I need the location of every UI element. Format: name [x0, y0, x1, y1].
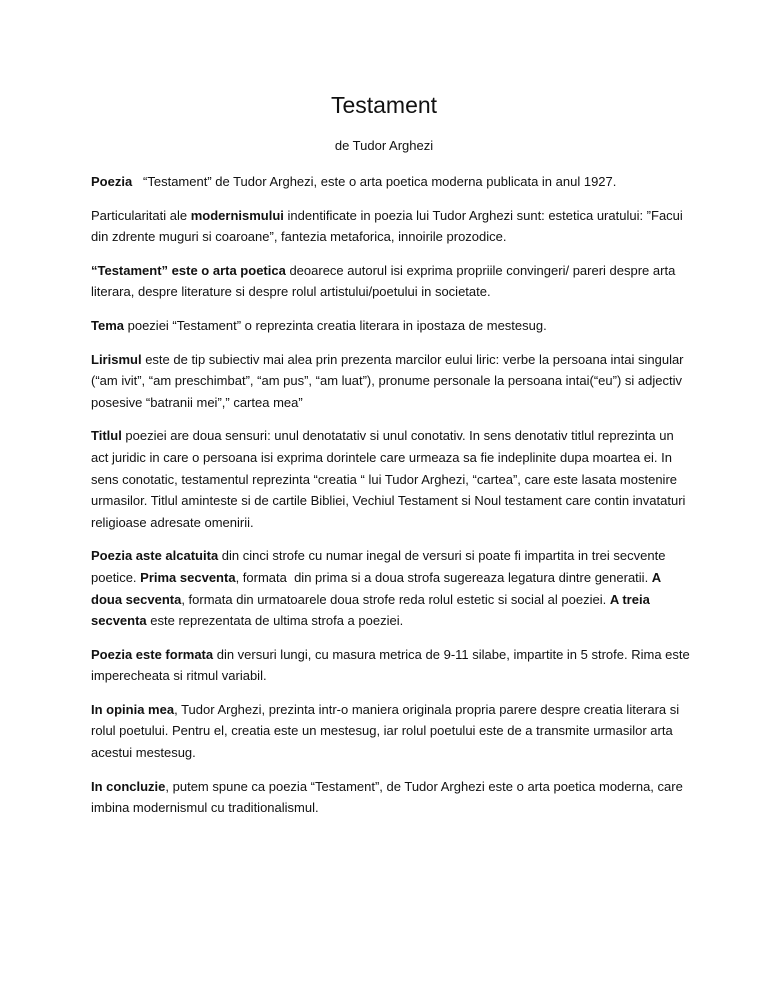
paragraph	[91, 315, 691, 337]
paragraph	[91, 205, 691, 248]
bold-text: In concluzie	[91, 778, 166, 794]
text-run: este reprezentata de ultima strofa a poeziei.	[146, 613, 404, 629]
text-run: poeziei “Testament” o reprezinta creatia literara in ipostaza de mestesug.	[124, 317, 547, 333]
document-title: Testament	[330, 92, 438, 118]
bold-text: Prima secventa	[140, 569, 236, 585]
bold-text: Lirismul	[91, 351, 142, 367]
text-run: Particularitati ale	[91, 207, 191, 223]
bold-text: modernismului	[190, 207, 284, 223]
bold-text: “Testament” este o arta poetica	[91, 262, 286, 278]
text-run: “Testament” de Tudor Arghezi, este o arta poetica moderna publicata in anul 1927.	[132, 174, 617, 189]
paragraph	[91, 545, 691, 631]
bold-text: Tema	[91, 317, 124, 333]
text-run: , formata din urmatoarele doua strofe reda rolul estetic si social al poeziei.	[181, 591, 610, 607]
text-run: poeziei are doua sensuri: unul denotatativ si unul conotativ. In sens denotativ titlul reprezinta un act juridic in care o persoana isi exprima dorintele care urmeaza sa fie indeplinite dupa moartea ei. In sens conotatic, testamentul reprezinta “creatia “ lui Tudor Arghezi, “cartea”, care este lasata mostenire urmasilor. Titlul aminteste si de cartile Bibliei, Vechiul Testament si Noul testament care contin invataturi religioase adresate omenirii.	[91, 428, 690, 530]
bold-text: In opinia mea	[91, 701, 175, 717]
bold-text: A doua secventa	[91, 569, 665, 607]
paragraph	[91, 171, 691, 193]
text-run: , formata din prima si a doua strofa sugereaza legatura dintre generatii.	[235, 569, 652, 585]
bold-text: Poezia este formata	[91, 646, 214, 662]
text-run: , Tudor Arghezi, prezinta intr-o maniera originala propria parere despre creatia literara si rolul poetului. Pentru el, creatia este un mestesug, iar rolul poetului este de a transmite urmasilor arta acestui mestesug.	[91, 701, 683, 761]
bold-text: A treia secventa	[91, 591, 654, 629]
bold-text: Poezia aste alcatuita	[91, 548, 219, 564]
paragraph	[91, 425, 691, 533]
text-run: din cinci strofe cu numar inegal de versuri si poate fi impartita in trei secvente poetice.	[91, 548, 670, 585]
text-run: , putem spune ca poezia “Testament”, de Tudor Arghezi este o arta poetica moderna, care imbina modernismul cu traditionalismul.	[91, 778, 687, 816]
text-run: deoarece autorul isi exprima propriile convingeri/ pareri despre arta literara, despre literature si despre rolul artistului/poetului in societate.	[91, 262, 679, 300]
bold-text: Poezia	[91, 174, 133, 189]
paragraph	[91, 260, 691, 303]
paragraph	[91, 644, 694, 687]
text-run: din versuri lungi, cu masura metrica de 9-11 silabe, impartite in 5 strofe. Rima este imperecheata si ritmul variabil.	[91, 646, 694, 684]
bold-text: Titlul	[91, 428, 122, 444]
document-subtitle: de Tudor Arghezi	[334, 138, 434, 153]
text-run: este de tip subiectiv mai alea prin prezenta marcilor eului liric: verbe la persoana intai singular (“am ivit”, “am preschimbat”, “am pus”, “am luat”), pronume personale la persoana intai(“eu”) si adjectiv posesive “batranii mei”,” cartea mea”	[91, 351, 688, 410]
text-run: indentificate in poezia lui Tudor Arghezi sunt: estetica uratului: ”Facui din zdrente muguri si coaroane”, fantezia metaforica, innoirile prozodice.	[91, 207, 687, 245]
paragraph	[91, 776, 691, 819]
paragraph	[91, 699, 691, 764]
paragraph	[91, 349, 691, 414]
document-body	[91, 171, 694, 831]
